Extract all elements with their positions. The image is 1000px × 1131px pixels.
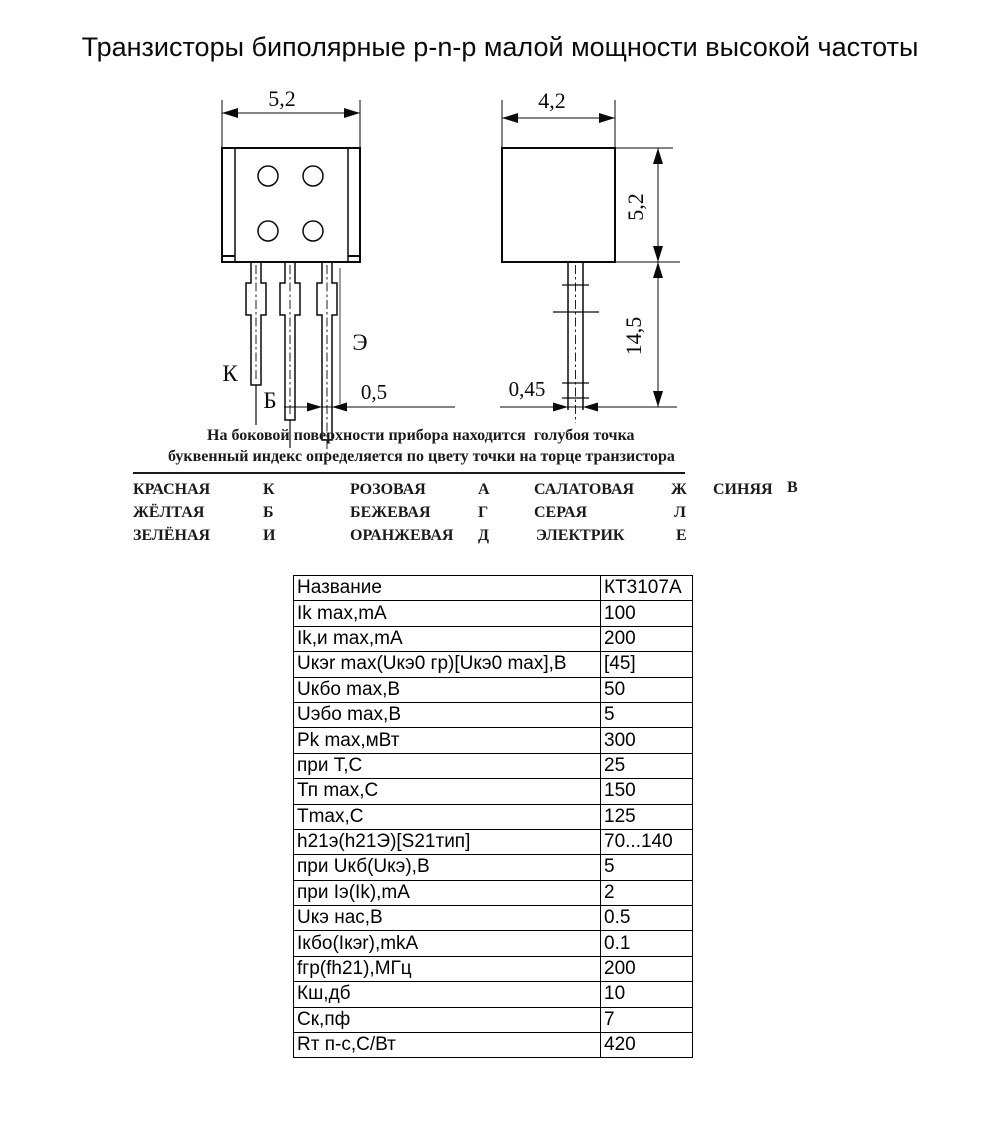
spec-param-cell: Кш,дб [294,982,601,1007]
color-letter: Е [676,527,687,544]
side-lead [553,262,599,423]
spec-value-cell: 5 [601,702,693,727]
spec-param-cell: Uэбо max,В [294,702,601,727]
spec-value-cell: 0.1 [601,931,693,956]
color-name: САЛАТОВАЯ [534,481,635,498]
spec-value-cell: 150 [601,779,693,804]
package-drawings [0,0,1000,470]
spec-value-cell: 50 [601,677,693,702]
spec-param-cell: Uкэ нас,В [294,906,601,931]
spec-value-cell: [45] [601,652,693,677]
side-lead-thickness-dimension [500,403,677,412]
color-letter: Д [478,527,490,544]
spec-row [294,702,693,727]
spec-value-cell: 25 [601,753,693,778]
front-lead-width-dim-label: 0,5 [360,380,388,404]
spec-row [294,728,693,753]
side-body-outline [502,148,680,262]
spec-param-cell: fгр(fh21),МГц [294,956,601,981]
color-letter: И [263,527,276,544]
color-name: ОРАНЖЕВАЯ [350,527,454,544]
color-letter: Л [674,504,686,521]
spec-param-cell: Pk max,мВт [294,728,601,753]
side-height-dimension [653,148,663,262]
spec-param-cell: Tmax,С [294,804,601,829]
spec-row [294,1007,693,1032]
spec-row [294,804,693,829]
spec-param-cell: Uкэr max(Uкэ0 гр)[Uкэ0 max],В [294,652,601,677]
color-name: РОЗОВАЯ [350,481,426,498]
spec-row [294,601,693,626]
spec-row [294,906,693,931]
color-name: ЗЕЛЁНАЯ [133,527,211,544]
spec-param-cell: Ск,пф [294,1007,601,1032]
spec-param-cell: Тп max,С [294,779,601,804]
spec-param-cell: при Iэ(Ik),mA [294,880,601,905]
side-lead-length-dim-label: 14,5 [621,316,646,356]
color-letter: В [787,479,798,496]
spec-row [294,677,693,702]
spec-value-cell: 125 [601,804,693,829]
spec-param-cell: Iкбо(Iкэr),mkA [294,931,601,956]
front-view [222,86,455,458]
base-pin-label: Б [263,388,277,413]
spec-row [294,753,693,778]
side-view [500,88,680,423]
spec-row [294,982,693,1007]
base-lead [280,262,300,448]
side-lead-length-dimension [653,262,663,407]
note-line-1: На боковой поверхности прибора находится голубоя точка [207,427,635,444]
spec-value-cell: 2 [601,880,693,905]
color-name: СЕРАЯ [534,504,588,521]
side-width-dim-label: 4,2 [538,88,566,113]
spec-value-cell: 300 [601,728,693,753]
spec-row [294,880,693,905]
front-body-outline [222,148,360,262]
spec-row [294,626,693,651]
color-code-divider [133,472,685,474]
color-letter: Ж [671,481,687,498]
spec-row [294,652,693,677]
spec-param-cell: Rт п-с,С/Вт [294,1033,601,1058]
spec-param-cell: h21э(h21Э)[S21тип] [294,829,601,854]
spec-value-cell: 10 [601,982,693,1007]
color-name: СИНЯЯ [713,481,773,498]
side-lead-thickness-dim-label: 0,45 [508,377,546,401]
spec-value-cell: 7 [601,1007,693,1032]
color-name: БЕЖЕВАЯ [350,504,431,521]
color-letter: А [478,481,490,498]
spec-row [294,956,693,981]
color-name: КРАСНАЯ [133,481,211,498]
spec-param-cell: при Т,С [294,753,601,778]
spec-row [294,829,693,854]
spec-row [294,576,693,601]
spec-param-cell: Uкбо max,В [294,677,601,702]
page-title: Транзисторы биполярные p-n-p малой мощности высокой частоты [81,32,919,62]
spec-param-cell: Ik,и max,mA [294,626,601,651]
spec-row [294,931,693,956]
spec-value-cell: 200 [601,626,693,651]
spec-value-cell: 0.5 [601,906,693,931]
color-name: ЖЁЛТАЯ [133,504,205,521]
spec-row [294,855,693,880]
spec-param-cell: при Uкб(Uкэ),В [294,855,601,880]
collector-pin-label: К [222,361,238,386]
emitter-pin-label: Э [352,330,368,355]
spec-value-cell: 100 [601,601,693,626]
spec-row [294,779,693,804]
spec-value-cell: 70...140 [601,829,693,854]
spec-value-cell: 200 [601,956,693,981]
color-letter: Б [263,504,274,521]
spec-row [294,1033,693,1058]
front-width-dim-label: 5,2 [268,86,296,111]
color-letter: Г [478,504,489,521]
spec-param-cell: Ik max,mA [294,601,601,626]
spec-table [293,575,693,1058]
spec-value-cell: КТ3107А [601,576,693,601]
side-height-dim-label: 5,2 [623,193,648,221]
spec-param-cell: Название [294,576,601,601]
color-letter: К [263,481,275,498]
spec-value-cell: 420 [601,1033,693,1058]
color-name: ЭЛЕКТРИК [536,527,625,544]
spec-value-cell: 5 [601,855,693,880]
note-line-2: буквенный индекс определяется по цвету точки на торце транзистора [168,448,675,465]
